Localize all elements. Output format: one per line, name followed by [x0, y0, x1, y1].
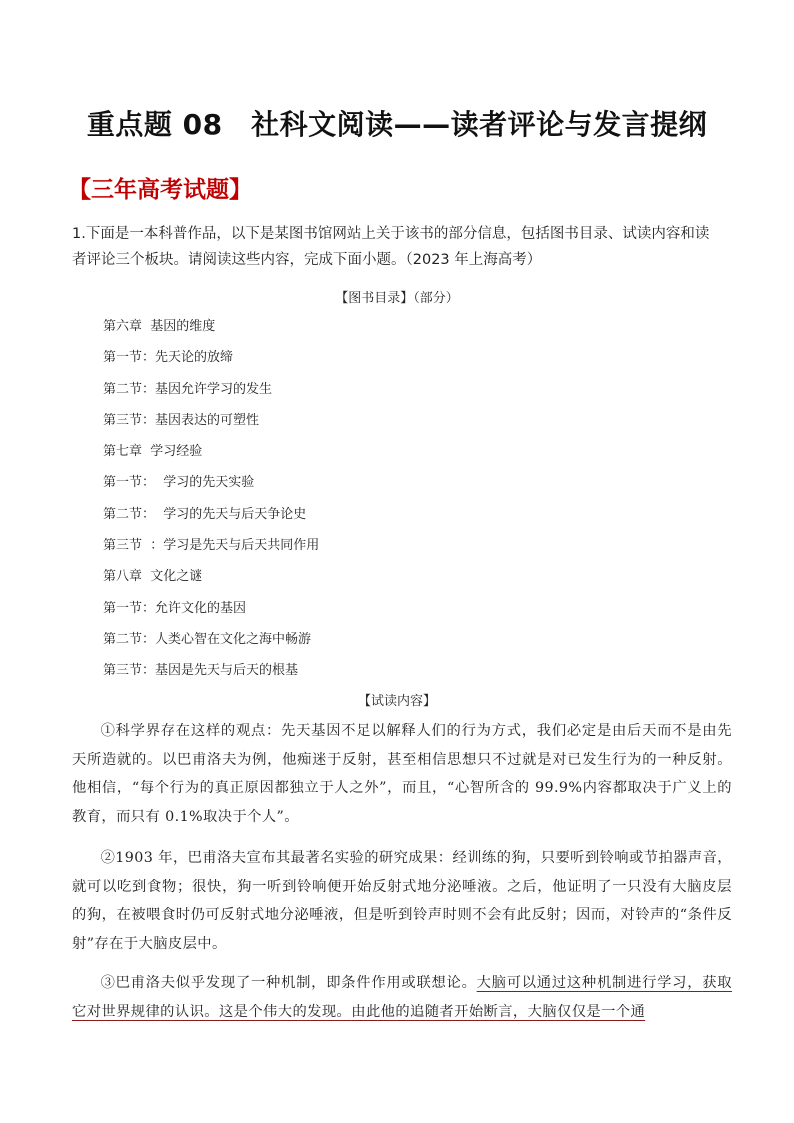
toc-item: 第七章 学习经验	[103, 444, 203, 460]
toc-item: 第三节：基因是先天与后天的根基	[103, 663, 299, 679]
toc-item: 第六章 基因的维度	[103, 319, 216, 334]
toc-item: 第二节：人类心智在文化之海中畅游	[103, 631, 312, 647]
sample-paragraph-3	[72, 969, 732, 1026]
paragraph-text: ③巴甫洛夫似乎发现了一种机制，即条件作用或联想论。	[100, 975, 477, 991]
sample-heading: 【试读内容】	[357, 694, 436, 709]
toc-item: 第一节：允许文化的基因	[103, 600, 247, 616]
toc-list	[103, 316, 319, 692]
toc-item: 第一节： 学习的先天实验	[103, 475, 255, 491]
sample-paragraph-1: ①科学界存在这样的观点：先天基因不足以解释人们的行为方式，我们必定是由后天而不是由先天所造就的。以巴甫洛夫为例，他痴迷于反射，甚至相信思想只不过就是对已发生行为的一种反射。他相信，“每个行为的真正原因都独立于人之外”，而且，“心智所含的 99.9%内容都取决于广义上的教育，而只有 0.1%取决于个人”。	[72, 723, 732, 825]
underlined-text: 获取它对世界规律的认识。这是个伟大的发现。	[72, 975, 733, 1020]
underlined-text: 由此他的追随者开始断言，大脑仅仅是一个通	[351, 1003, 646, 1020]
toc-item: 第三节：基因表达的可塑性	[103, 412, 260, 428]
toc-heading: 【图书目录】（部分）	[335, 291, 459, 306]
section-tag: 【三年高考试题】	[68, 177, 252, 203]
toc-item: 第八章 文化之谜	[103, 569, 203, 585]
toc-item: 第二节： 学习的先天与后天争论史	[103, 506, 307, 522]
page-title: 重点题 08 社科文阅读——读者评论与发言提纲	[86, 108, 708, 141]
sample-paragraph-2: ②1903 年，巴甫洛夫宣布其最著名实验的研究成果：经训练的狗，只要听到铃响或节拍器声音，就可以吃到食物；很快，狗一听到铃响便开始反射式地分泌唾液。之后，他证明了一只没有大脑皮层的狗，在被喂食时仍可反射式地分泌唾液，但是听到铃声时则不会有此反射；因而，对铃声的“条件反射”存在于大脑皮层中。	[72, 850, 732, 952]
toc-item: 第三节 ：学习是先天与后天共同作用	[103, 538, 320, 554]
toc-item: 第一节：先天论的放缔	[103, 350, 234, 366]
toc-item: 第二节：基因允许学习的发生	[103, 381, 273, 397]
underlined-text: 大脑可以通过这种机制进行学习，	[476, 975, 703, 991]
question-intro: 1.下面是一本科普作品，以下是某图书馆网站上关于该书的部分信息，包括图书目录、试读内容和读者评论三个板块。请阅读这些内容，完成下面小题。（2023 年上海高考）	[72, 226, 710, 268]
